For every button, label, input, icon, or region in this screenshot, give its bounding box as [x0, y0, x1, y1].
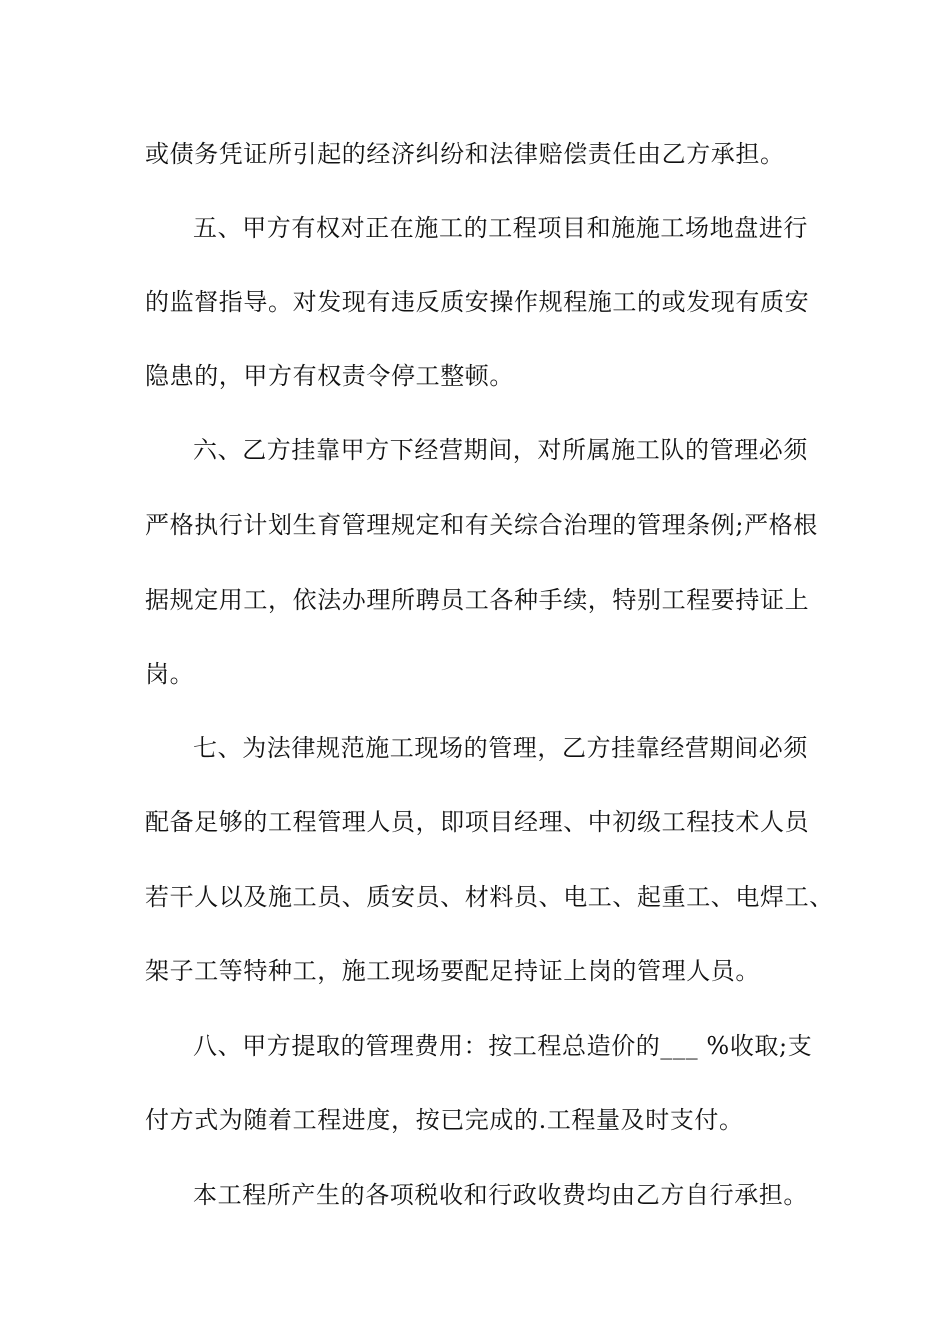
text-line: 付方式为随着工程进度，按已完成的.工程量及时支付。 [145, 1106, 744, 1134]
text-line: 或债务凭证所引起的经济纠纷和法律赔偿责任由乙方承担。 [145, 140, 785, 168]
paragraph-six-line: 六、乙方挂靠甲方下经营期间，对所属施工队的管理必须 [193, 436, 808, 464]
text-line: 若干人以及施工员、质安员、材料员、电工、起重工、电焊工、 [145, 883, 834, 911]
text-line: 配备足够的工程管理人员，即项目经理、中初级工程技术人员 [145, 808, 810, 836]
text-line: 的监督指导。对发现有违反质安操作规程施工的或发现有质安 [145, 288, 810, 316]
text-line: 据规定用工，依法办理所聘员工各种手续，特别工程要持证上 [145, 586, 810, 614]
paragraph-seven-line: 七、为法律规范施工现场的管理，乙方挂靠经营期间必须 [193, 734, 808, 762]
tax-paragraph-line: 本工程所产生的各项税收和行政收费均由乙方自行承担。 [193, 1181, 808, 1209]
text-line: 架子工等特种工，施工现场要配足持证上岗的管理人员。 [145, 957, 760, 985]
text-line: 隐患的，甲方有权责令停工整顿。 [145, 362, 514, 390]
paragraph-eight-line: 八、甲方提取的管理费用：按工程总造价的___ %收取;支 [193, 1032, 813, 1060]
paragraph-five-line: 五、甲方有权对正在施工的工程项目和施施工场地盘进行 [193, 214, 808, 242]
text-line: 岗。 [145, 660, 195, 688]
text-line: 严格执行计划生育管理规定和有关综合治理的管理条例;严格根 [145, 511, 818, 539]
